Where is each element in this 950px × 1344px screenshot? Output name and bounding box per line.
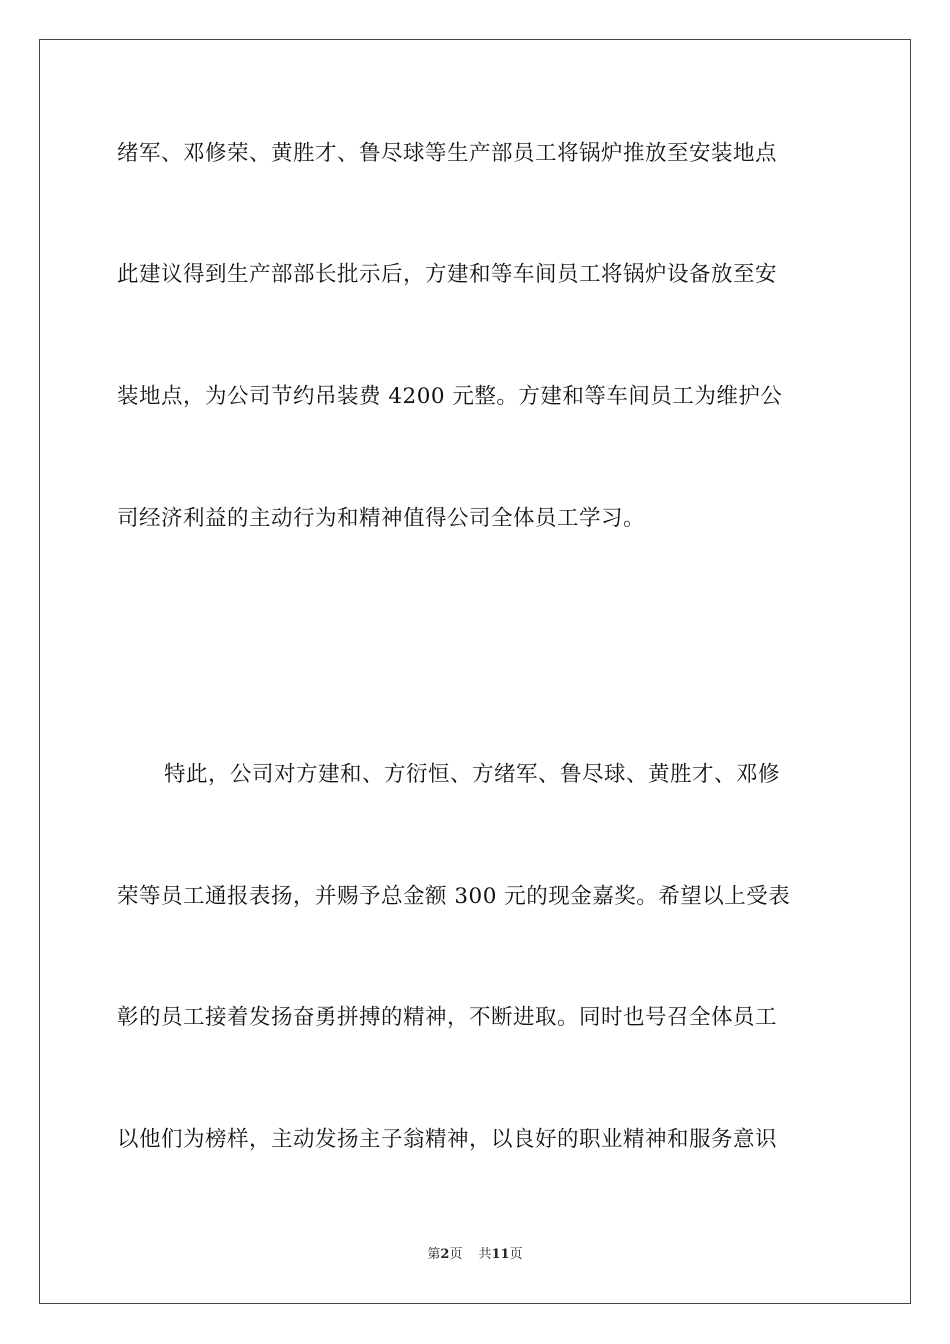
paragraph-line-2: 此建议得到生产部部长批示后，方建和等车间员工将锅炉设备放至安 (117, 262, 778, 287)
footer-total-number: 11 (491, 1247, 510, 1262)
footer-page-suffix: 页 (449, 1247, 463, 1262)
paragraph-line-7: 彰的员工接着发扬奋勇拼搏的精神，不断进取。同时也号召全体员工 (117, 1005, 778, 1030)
paragraph-line-8: 以他们为榜样，主动发扬主子翁精神，以良好的职业精神和服务意识 (117, 1127, 778, 1152)
paragraph-line-1: 绪军、邓修荣、黄胜才、鲁尽球等生产部员工将锅炉推放至安装地点 (117, 141, 778, 166)
paragraph-line-6: 荣等员工通报表扬，并赐予总金额 300 元的现金嘉奖。希望以上受表 (117, 884, 791, 909)
footer-page-prefix: 第 (427, 1247, 441, 1262)
footer-total-suffix: 页 (509, 1247, 523, 1262)
page-border (39, 39, 911, 1304)
paragraph-line-5: 特此，公司对方建和、方衍恒、方绪军、鲁尽球、黄胜才、邓修 (164, 762, 781, 787)
paragraph-line-3: 装地点，为公司节约吊装费 4200 元整。方建和等车间员工为维护公 (117, 384, 783, 409)
footer-total-prefix: 共 (478, 1247, 492, 1262)
footer-page-number: 2 (440, 1247, 450, 1262)
paragraph-line-4: 司经济利益的主动行为和精神值得公司全体员工学习。 (117, 506, 646, 531)
page-footer (0, 1246, 950, 1264)
